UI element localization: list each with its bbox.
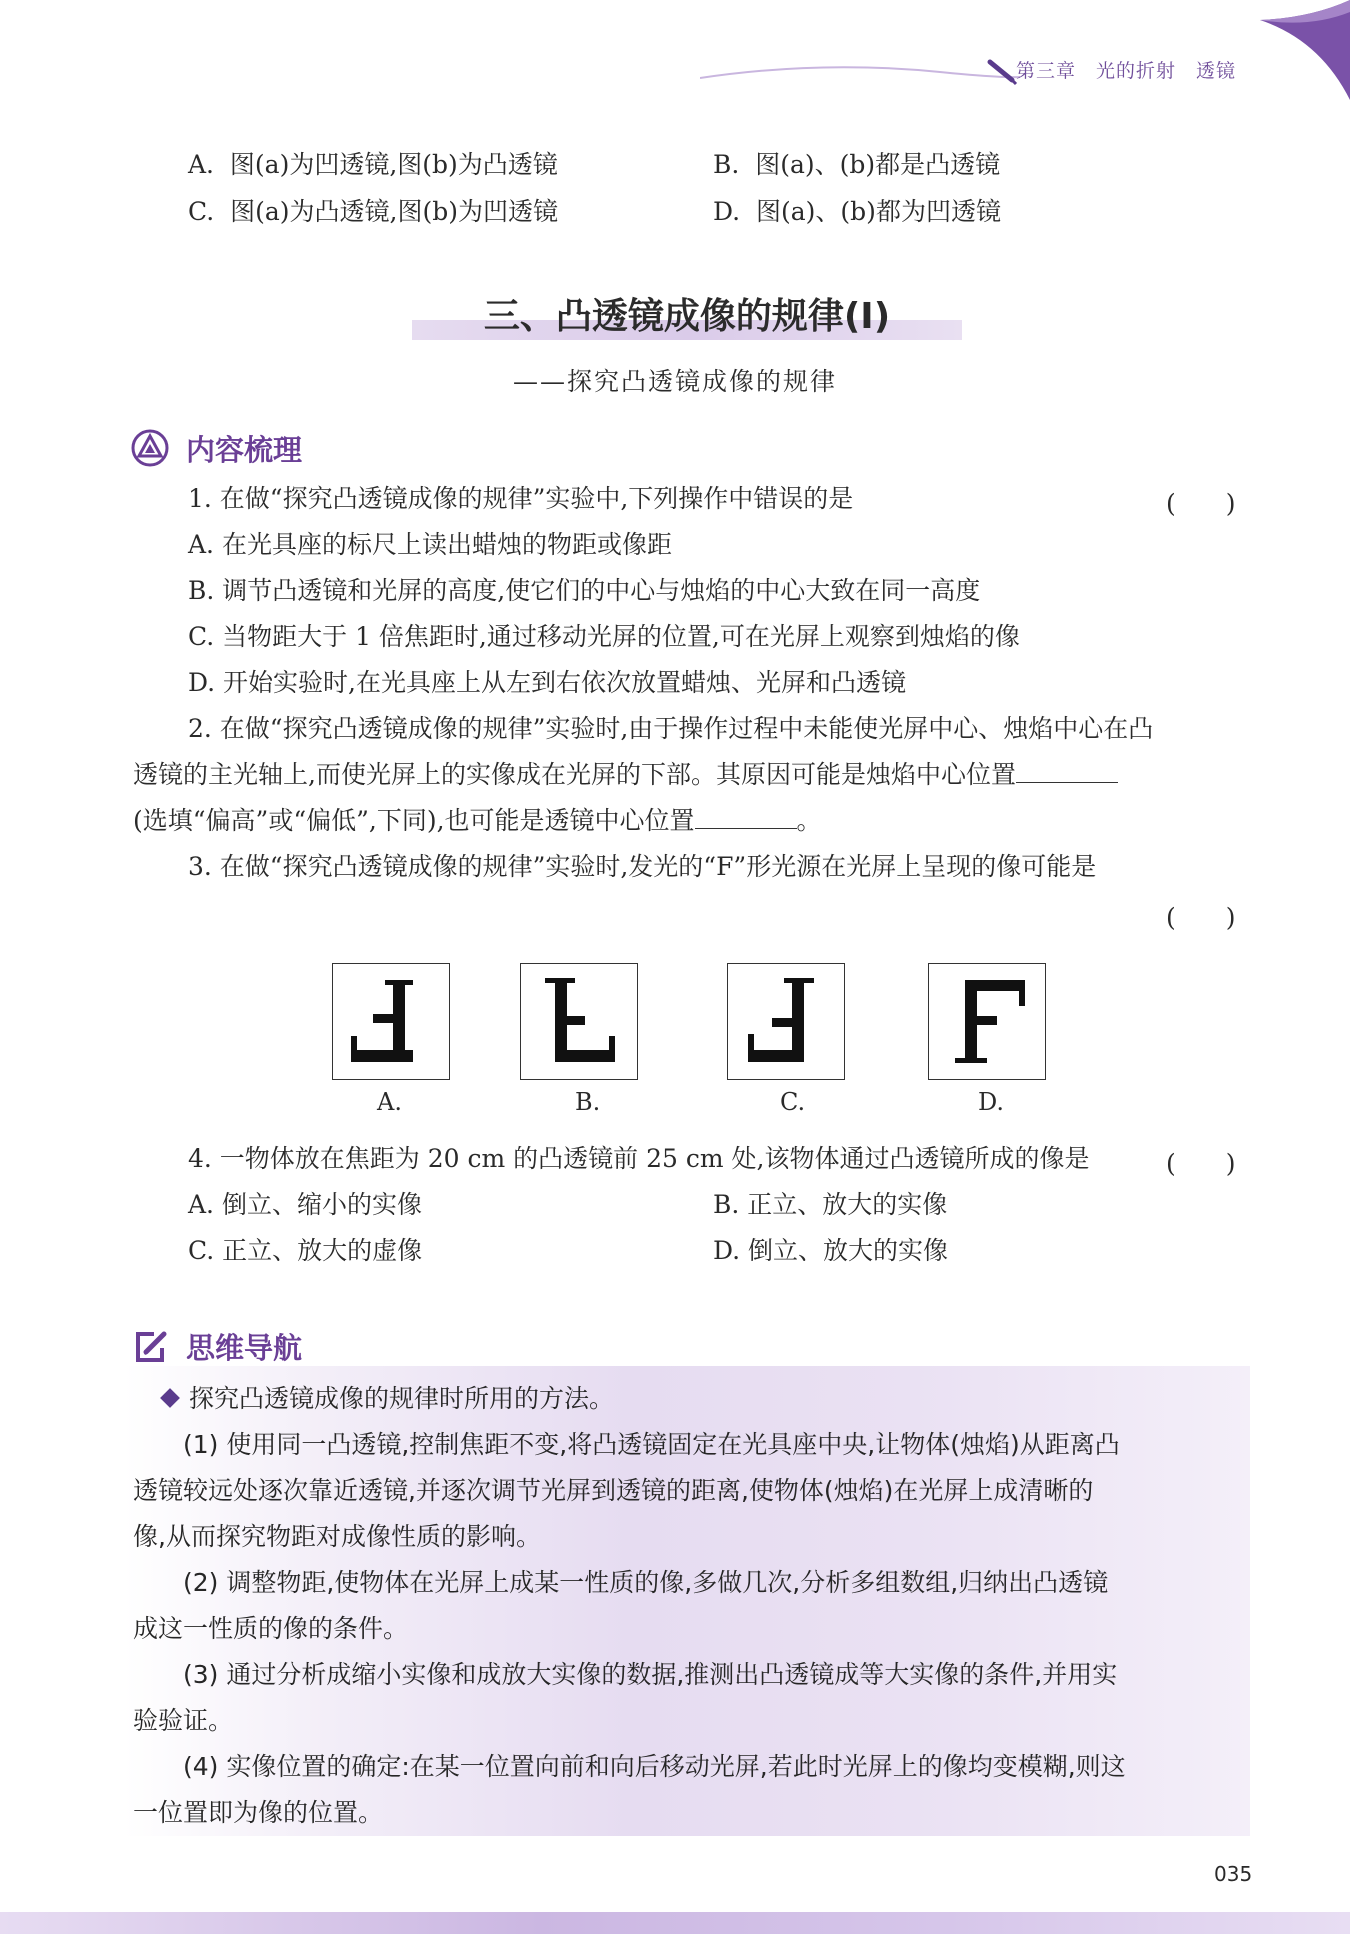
figure-label: B. <box>575 1088 601 1116</box>
chapter-topic: 透镜 <box>1196 60 1237 82</box>
figure-option-d <box>928 963 1046 1080</box>
figure-option-c <box>727 963 845 1080</box>
thinking-nav-line: (2) 调整物距,使物体在光屏上成某一性质的像,多做几次,分析多组数组,归纳出凸透镜 <box>183 1568 1109 1597</box>
answer-blank[interactable] <box>1016 760 1118 783</box>
option-b: B. 图(a)、(b)都是凸透镜 <box>713 150 1001 179</box>
q4-option-b: B. 正立、放大的实像 <box>713 1190 948 1219</box>
q1-option-c: C. 当物距大于 1 倍焦距时,通过移动光屏的位置,可在光屏上观察到烛焰的像 <box>188 622 1020 651</box>
page-number: 035 <box>1214 1862 1253 1886</box>
q4-option-a: A. 倒立、缩小的实像 <box>188 1190 422 1219</box>
section-subtitle: ——探究凸透镜成像的规律 <box>512 367 837 396</box>
thinking-nav-line: 验验证。 <box>133 1706 234 1735</box>
answer-paren: ( ) <box>1166 903 1236 932</box>
q4-option-d: D. 倒立、放大的实像 <box>713 1236 949 1265</box>
thinking-nav-line: 像,从而探究物距对成像性质的影响。 <box>133 1522 541 1551</box>
header-swoosh-icon <box>700 40 1020 100</box>
question-2-line-2: 透镜的主光轴上,而使光屏上的实像成在光屏的下部。其原因可能是烛焰中心位置 <box>133 760 1118 790</box>
content-review-heading: 内容梳理 <box>186 433 303 467</box>
chapter-number: 第三章 <box>1016 60 1077 82</box>
section-title: 三、凸透镜成像的规律(Ⅰ) <box>483 296 891 337</box>
thinking-nav-line: (3) 通过分析成缩小实像和成放大实像的数据,推测出凸透镜成等大实像的条件,并用实 <box>183 1660 1118 1689</box>
thinking-nav-line: (4) 实像位置的确定:在某一位置向前和向后移动光屏,若此时光屏上的像均变模糊,则这 <box>183 1752 1126 1781</box>
answer-paren: ( ) <box>1166 1149 1236 1178</box>
answer-paren: ( ) <box>1166 489 1236 518</box>
option-a: A. 图(a)为凹透镜,图(b)为凸透镜 <box>188 150 558 179</box>
chapter-label <box>1016 56 1236 83</box>
q1-option-d: D. 开始实验时,在光具座上从左到右依次放置蜡烛、光屏和凸透镜 <box>188 668 906 697</box>
question-2-line-1: 2. 在做“探究凸透镜成像的规律”实验时,由于操作过程中未能使光屏中心、烛焰中心在凸 <box>188 714 1154 743</box>
figure-label: C. <box>780 1088 806 1116</box>
chapter-topic: 光的折射 <box>1096 60 1177 82</box>
figure-option-b <box>520 963 638 1080</box>
q1-option-b: B. 调节凸透镜和光屏的高度,使它们的中心与烛焰的中心大致在同一高度 <box>188 576 981 605</box>
diamond-bullet-icon <box>160 1388 180 1408</box>
option-d: D. 图(a)、(b)都为凹透镜 <box>713 197 1001 226</box>
figure-option-a <box>332 963 450 1080</box>
q1-option-a: A. 在光具座的标尺上读出蜡烛的物距或像距 <box>188 530 672 559</box>
question-3-stem: 3. 在做“探究凸透镜成像的规律”实验时,发光的“F”形光源在光屏上呈现的像可能是 <box>188 852 1097 881</box>
footer-bar <box>0 1912 1350 1934</box>
figure-label: A. <box>377 1088 402 1116</box>
question-1-stem: 1. 在做“探究凸透镜成像的规律”实验中,下列操作中错误的是 <box>188 484 854 513</box>
q4-option-c: C. 正立、放大的虚像 <box>188 1236 423 1265</box>
thinking-nav-bullet: 探究凸透镜成像的规律时所用的方法。 <box>133 1376 1253 1422</box>
thinking-nav-line: 一位置即为像的位置。 <box>133 1798 384 1827</box>
thinking-nav-line: (1) 使用同一凸透镜,控制焦距不变,将凸透镜固定在光具座中央,让物体(烛焰)从距离凸 <box>183 1430 1120 1459</box>
triangle-circle-icon <box>130 428 170 468</box>
answer-blank[interactable] <box>695 806 797 829</box>
thinking-nav-line: 透镜较远处逐次靠近透镜,并逐次调节光屏到透镜的距离,使物体(烛焰)在光屏上成清晰的 <box>133 1476 1094 1505</box>
question-2-line-3: (选填“偏高”或“偏低”,下同),也可能是透镜中心位置 。 <box>133 806 822 835</box>
question-4-stem: 4. 一物体放在焦距为 20 cm 的凸透镜前 25 cm 处,该物体通过凸透镜所成的像是 <box>188 1144 1090 1173</box>
corner-decoration-icon <box>1250 0 1350 100</box>
thinking-nav-heading: 思维导航 <box>186 1331 303 1365</box>
figure-label: D. <box>978 1088 1005 1116</box>
edit-box-icon <box>132 1328 170 1364</box>
option-c: C. 图(a)为凸透镜,图(b)为凹透镜 <box>188 197 558 226</box>
thinking-nav-line: 成这一性质的像的条件。 <box>133 1614 409 1643</box>
